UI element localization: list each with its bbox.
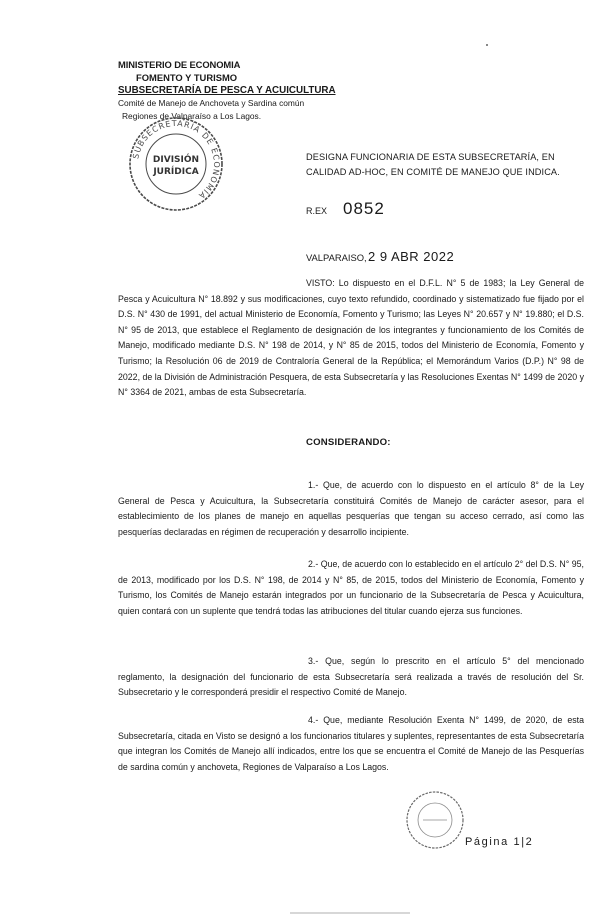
small-seal-icon (403, 788, 467, 852)
considerando-heading: CONSIDERANDO: (306, 437, 391, 448)
place: VALPARAISO, (306, 252, 367, 263)
resolution-label: R.EX (306, 206, 328, 216)
resolution-subject: DESIGNA FUNCIONARIA DE ESTA SUBSECRETARÍA, EN CALIDAD AD-HOC, EN COMITÉ DE MANEJO QUE INDICA. (306, 152, 560, 177)
committee-line-2: Regiones de Valparaíso a Los Lagos. (122, 111, 262, 121)
committee-line-1: Comité de Manejo de Anchoveta y Sardina común (118, 98, 305, 108)
ministry-line-2: FOMENTO Y TURISMO (136, 72, 238, 83)
seal-ring-text: SUBSECRETARÍA DE ECONOMÍA (131, 118, 222, 201)
considerando-item-3: 3.- Que, según lo prescrito en el artículo 5° del mencionado reglamento, la designación del funcionario de esta Subsecretaría será realizada a través de resolución del Sr. Subsecretario y le corresponderá presidir el respectivo Comité de Manejo. (118, 656, 584, 698)
date-stamp: 2 9 ABR 2022 (368, 249, 455, 264)
ministry-line-1: MINISTERIO DE ECONOMIA (118, 59, 241, 70)
visto-paragraph: VISTO: Lo dispuesto en el D.F.L. N° 5 de 1983; la Ley General de Pesca y Acuicultura N° 18.892 y sus modificaciones, cuyo texto refundido, coordinado y sistematizado fue fijado por el D.S. N° 430 de 1991, del actual Ministerio de Economía, Fomento y Turismo; las Leyes N° 20.657 y N° 19.880; el D.S. N° 95 de 2013, que establece el Reglamento de designación de los integrantes y funcionamiento de los Comités de Manejo, modificado mediante D.S. N° 198 de 2014, y N° 85 de 2015, todos del Ministerio de Economía, Fomento y Turismo; la Resolución 06 de 2019 de Contraloría General de la República; el Memorándum Varios (D.P.) N° 98 de 2022, de la División de Administración Pesquera, de esta Subsecretaría y las Resoluciones Exentas N° 1499 de 2020 y N° 3364 de 2021, ambas de esta Subsecretaría. (118, 278, 584, 398)
official-seal-icon (126, 114, 226, 214)
resolution-number: 0852 (343, 199, 385, 218)
scan-artifact (290, 912, 410, 914)
scan-speck (486, 44, 488, 46)
page-number: Página 1|2 (465, 836, 534, 848)
subsecretaria-name: SUBSECRETARÍA DE PESCA Y ACUICULTURA (118, 85, 336, 96)
considerando-item-2: 2.- Que, de acuerdo con lo establecido en el artículo 2° del D.S. N° 95, de 2013, modificado por los D.S. N° 198, de 2014 y N° 85, de 2015, todos del Ministerio de Economía, Fomento y Turismo, los Comités de Manejo estarán integrados por un funcionario de la Subsecretaría de Pesca y Acuicultura, quien contará con un suplente que tendrá todas las atribuciones del titular cuando ejerza sus funciones. (118, 559, 584, 616)
seal-center-line-1: DIVISIÓN (152, 155, 200, 165)
considerando-item-4: 4.- Que, mediante Resolución Exenta N° 1499, de 2020, de esta Subsecretaría, citada en Visto se designó a los funcionarios titulares y suplentes, representantes de esta Subsecretaría que integran los Comités de Manejo allí indicados, entre los que se encuentra el Comité de Manejo de las Pesquerías de sardina común y anchoveta, Regiones de Valparaíso a Los Lagos. (118, 715, 584, 772)
considerando-item-1: 1.- Que, de acuerdo con lo dispuesto en el artículo 8° de la Ley General de Pesca y Acuicultura, la Subsecretaría constituirá Comités de Manejo de carácter asesor, para el establecimiento de los planes de manejo en aquellas pesquerías que tengan su acceso cerrado, así como las pesquerías declaradas en régimen de recuperación y desarrollo incipiente. (118, 480, 584, 537)
seal-center-line-2: JURÍDICA (153, 167, 199, 177)
